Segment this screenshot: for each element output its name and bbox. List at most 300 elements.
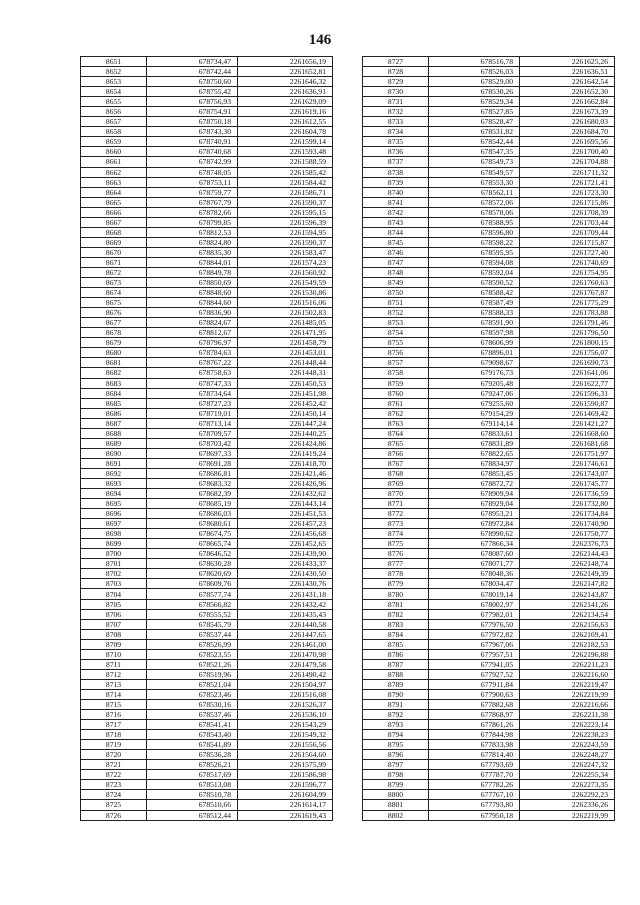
table-row <box>81 438 333 448</box>
table-row <box>81 87 333 97</box>
table-row <box>363 107 615 117</box>
point-number-cell: 8660 <box>81 147 147 157</box>
table-row <box>81 338 333 348</box>
point-number-cell: 8783 <box>363 619 429 629</box>
x-coordinate-cell: 677866,34 <box>429 539 520 549</box>
table-row <box>81 187 333 197</box>
y-coordinate-cell: 2261451,53 <box>238 509 333 519</box>
y-coordinate-cell: 2261426,96 <box>238 478 333 488</box>
x-coordinate-cell: 677967,06 <box>429 639 520 649</box>
table-row <box>81 629 333 639</box>
x-coordinate-cell: 678521,04 <box>147 679 238 689</box>
y-coordinate-cell: 2261479,58 <box>238 659 333 669</box>
point-number-cell: 8798 <box>363 770 429 780</box>
x-coordinate-cell: 678527,85 <box>429 107 520 117</box>
point-number-cell: 8696 <box>81 509 147 519</box>
table-row <box>363 288 615 298</box>
y-coordinate-cell: 2261700,40 <box>520 147 615 157</box>
y-coordinate-cell: 2261636,91 <box>238 87 333 97</box>
x-coordinate-cell: 678750,60 <box>147 77 238 87</box>
x-coordinate-cell: 678034,47 <box>429 579 520 589</box>
table-row <box>81 358 333 368</box>
x-coordinate-cell: 678087,60 <box>429 549 520 559</box>
y-coordinate-cell: 2261516,06 <box>238 298 333 308</box>
x-coordinate-cell: 678531,82 <box>429 127 520 137</box>
y-coordinate-cell: 2262134,54 <box>520 609 615 619</box>
y-coordinate-cell: 2261723,30 <box>520 187 615 197</box>
point-number-cell: 8769 <box>363 478 429 488</box>
x-coordinate-cell: 678609,76 <box>147 579 238 589</box>
point-number-cell: 8771 <box>363 499 429 509</box>
y-coordinate-cell: 2261450,14 <box>238 408 333 418</box>
table-row <box>81 408 333 418</box>
point-number-cell: 8741 <box>363 197 429 207</box>
point-number-cell: 8698 <box>81 529 147 539</box>
table-row <box>81 700 333 710</box>
x-coordinate-cell: 677861,26 <box>429 720 520 730</box>
x-coordinate-cell: 678796,97 <box>147 338 238 348</box>
point-number-cell: 8729 <box>363 77 429 87</box>
y-coordinate-cell: 2261448,31 <box>238 368 333 378</box>
y-coordinate-cell: 2261590,37 <box>238 237 333 247</box>
x-coordinate-cell: 678853,45 <box>429 468 520 478</box>
table-row <box>363 639 615 649</box>
table-row <box>81 559 333 569</box>
y-coordinate-cell: 2261596,77 <box>238 780 333 790</box>
table-row <box>363 599 615 609</box>
y-coordinate-cell: 2261452,65 <box>238 539 333 549</box>
point-number-cell: 8746 <box>363 247 429 257</box>
y-coordinate-cell: 2261574,23 <box>238 257 333 267</box>
x-coordinate-cell: 678767,79 <box>147 197 238 207</box>
y-coordinate-cell: 2261750,77 <box>520 529 615 539</box>
point-number-cell: 8750 <box>363 288 429 298</box>
point-number-cell: 8655 <box>81 97 147 107</box>
point-number-cell: 8743 <box>363 217 429 227</box>
x-coordinate-cell: 678850,69 <box>147 278 238 288</box>
y-coordinate-cell: 2261732,80 <box>520 499 615 509</box>
y-coordinate-cell: 2261767,87 <box>520 288 615 298</box>
table-row <box>363 539 615 549</box>
table-row <box>363 489 615 499</box>
table-row <box>363 368 615 378</box>
x-coordinate-cell: 678697,33 <box>147 448 238 458</box>
x-coordinate-cell: 679205,48 <box>429 378 520 388</box>
point-number-cell: 8792 <box>363 710 429 720</box>
x-coordinate-cell: 678836,90 <box>147 308 238 318</box>
x-coordinate-cell: 678526,21 <box>147 760 238 770</box>
table-row <box>81 468 333 478</box>
y-coordinate-cell: 2261431,18 <box>238 589 333 599</box>
point-number-cell: 8732 <box>363 107 429 117</box>
point-number-cell: 8737 <box>363 157 429 167</box>
table-row <box>81 448 333 458</box>
table-row <box>81 368 333 378</box>
x-coordinate-cell: 678071,77 <box>429 559 520 569</box>
point-number-cell: 8767 <box>363 458 429 468</box>
table-row <box>81 398 333 408</box>
table-row <box>81 599 333 609</box>
y-coordinate-cell: 2261614,17 <box>238 800 333 810</box>
table-row <box>81 619 333 629</box>
x-coordinate-cell: 678547,35 <box>429 147 520 157</box>
point-number-cell: 8720 <box>81 750 147 760</box>
table-row <box>363 790 615 800</box>
y-coordinate-cell: 2261549,32 <box>238 730 333 740</box>
y-coordinate-cell: 2262219,47 <box>520 679 615 689</box>
point-number-cell: 8756 <box>363 348 429 358</box>
point-number-cell: 8763 <box>363 418 429 428</box>
table-row <box>81 529 333 539</box>
y-coordinate-cell: 2262219,99 <box>520 689 615 699</box>
x-coordinate-cell: 678588,95 <box>429 217 520 227</box>
page-number: 146 <box>308 32 332 48</box>
point-number-cell: 8712 <box>81 669 147 679</box>
point-number-cell: 8656 <box>81 107 147 117</box>
point-number-cell: 8784 <box>363 629 429 639</box>
table-row <box>81 519 333 529</box>
table-row <box>81 569 333 579</box>
table-row <box>81 137 333 147</box>
y-coordinate-cell: 2262211,38 <box>520 710 615 720</box>
table-row <box>363 810 615 820</box>
table-row <box>81 800 333 810</box>
y-coordinate-cell: 2262216,66 <box>520 700 615 710</box>
y-coordinate-cell: 2261588,59 <box>238 157 333 167</box>
y-coordinate-cell: 2262255,34 <box>520 770 615 780</box>
x-coordinate-cell: 678824,80 <box>147 237 238 247</box>
y-coordinate-cell: 2261673,39 <box>520 107 615 117</box>
x-coordinate-cell: 677976,50 <box>429 619 520 629</box>
y-coordinate-cell: 2261430,76 <box>238 579 333 589</box>
point-number-cell: 8668 <box>81 227 147 237</box>
table-row <box>363 428 615 438</box>
y-coordinate-cell: 2262148,74 <box>520 559 615 569</box>
table-row <box>363 398 615 408</box>
table-row <box>81 157 333 167</box>
table-row <box>81 609 333 619</box>
x-coordinate-cell: 678822,65 <box>429 448 520 458</box>
x-coordinate-cell: 677941,05 <box>429 659 520 669</box>
y-coordinate-cell: 2261575,99 <box>238 760 333 770</box>
x-coordinate-cell: 677787,70 <box>429 770 520 780</box>
table-row <box>81 207 333 217</box>
point-number-cell: 8721 <box>81 760 147 770</box>
x-coordinate-cell: 678526,99 <box>147 639 238 649</box>
point-number-cell: 8697 <box>81 519 147 529</box>
point-number-cell: 8755 <box>363 338 429 348</box>
table-row <box>81 539 333 549</box>
y-coordinate-cell: 2262156,63 <box>520 619 615 629</box>
y-coordinate-cell: 2261471,95 <box>238 328 333 338</box>
table-row <box>363 267 615 277</box>
point-number-cell: 8701 <box>81 559 147 569</box>
y-coordinate-cell: 2261619,43 <box>238 810 333 820</box>
table-row <box>81 549 333 559</box>
y-coordinate-cell: 2262169,41 <box>520 629 615 639</box>
x-coordinate-cell: 678528,47 <box>429 117 520 127</box>
x-coordinate-cell: 677982,01 <box>429 609 520 619</box>
y-coordinate-cell: 2261715,86 <box>520 197 615 207</box>
y-coordinate-cell: 2262216,60 <box>520 669 615 679</box>
y-coordinate-cell: 2262223,14 <box>520 720 615 730</box>
x-coordinate-cell: 678750,18 <box>147 117 238 127</box>
table-row <box>81 278 333 288</box>
x-coordinate-cell: 678665,74 <box>147 539 238 549</box>
y-coordinate-cell: 2262182,53 <box>520 639 615 649</box>
point-number-cell: 8791 <box>363 700 429 710</box>
y-coordinate-cell: 2261447,65 <box>238 629 333 639</box>
x-coordinate-cell: 679114,14 <box>429 418 520 428</box>
x-coordinate-cell: 679154,29 <box>429 408 520 418</box>
x-coordinate-cell: 678896,01 <box>429 348 520 358</box>
y-coordinate-cell: 2261435,43 <box>238 609 333 619</box>
x-coordinate-cell: 678537,46 <box>147 710 238 720</box>
y-coordinate-cell: 2261453,01 <box>238 348 333 358</box>
y-coordinate-cell: 2262273,35 <box>520 780 615 790</box>
point-number-cell: 8754 <box>363 328 429 338</box>
table-row <box>363 499 615 509</box>
point-number-cell: 8774 <box>363 529 429 539</box>
y-coordinate-cell: 2262248,27 <box>520 750 615 760</box>
y-coordinate-cell: 2261746,61 <box>520 458 615 468</box>
x-coordinate-cell: 678742,99 <box>147 157 238 167</box>
table-row <box>363 157 615 167</box>
y-coordinate-cell: 2261433,37 <box>238 559 333 569</box>
table-row <box>81 67 333 77</box>
table-row <box>363 318 615 328</box>
y-coordinate-cell: 2261740,69 <box>520 257 615 267</box>
y-coordinate-cell: 2262219,99 <box>520 810 615 820</box>
point-number-cell: 8727 <box>363 57 429 67</box>
y-coordinate-cell: 2261586,71 <box>238 187 333 197</box>
point-number-cell: 8706 <box>81 609 147 619</box>
y-coordinate-cell: 2261502,83 <box>238 308 333 318</box>
point-number-cell: 8693 <box>81 478 147 488</box>
table-row <box>363 689 615 699</box>
y-coordinate-cell: 2261800,15 <box>520 338 615 348</box>
x-coordinate-cell: 678713,14 <box>147 418 238 428</box>
x-coordinate-cell: 678529,00 <box>429 77 520 87</box>
y-coordinate-cell: 2261516,08 <box>238 689 333 699</box>
y-coordinate-cell: 2261421,46 <box>238 468 333 478</box>
x-coordinate-cell: 678756,93 <box>147 97 238 107</box>
y-coordinate-cell: 2261457,23 <box>238 519 333 529</box>
table-body <box>363 57 615 821</box>
y-coordinate-cell: 2261543,29 <box>238 720 333 730</box>
y-coordinate-cell: 2261447,24 <box>238 418 333 428</box>
y-coordinate-cell: 2261622,77 <box>520 378 615 388</box>
table-row <box>81 378 333 388</box>
x-coordinate-cell: 677833,98 <box>429 740 520 750</box>
y-coordinate-cell: 2261775,29 <box>520 298 615 308</box>
y-coordinate-cell: 2262147,82 <box>520 579 615 589</box>
point-number-cell: 8730 <box>363 87 429 97</box>
x-coordinate-cell: 678523,55 <box>147 649 238 659</box>
x-coordinate-cell: 678740,91 <box>147 137 238 147</box>
table-row <box>363 237 615 247</box>
point-number-cell: 8686 <box>81 408 147 418</box>
y-coordinate-cell: 2261703,44 <box>520 217 615 227</box>
table-row <box>81 298 333 308</box>
x-coordinate-cell: 678510,66 <box>147 800 238 810</box>
table-row <box>363 418 615 428</box>
x-coordinate-cell: 678596,80 <box>429 227 520 237</box>
table-row <box>363 408 615 418</box>
y-coordinate-cell: 2261736,59 <box>520 489 615 499</box>
point-number-cell: 8704 <box>81 589 147 599</box>
point-number-cell: 8716 <box>81 710 147 720</box>
y-coordinate-cell: 2261711,32 <box>520 167 615 177</box>
point-number-cell: 8653 <box>81 77 147 87</box>
y-coordinate-cell: 2261585,42 <box>238 167 333 177</box>
y-coordinate-cell: 2261646,32 <box>238 77 333 87</box>
table-row <box>363 800 615 810</box>
y-coordinate-cell: 2261584,42 <box>238 177 333 187</box>
point-number-cell: 8679 <box>81 338 147 348</box>
y-coordinate-cell: 2261450,53 <box>238 378 333 388</box>
table-row <box>81 147 333 157</box>
point-number-cell: 8796 <box>363 750 429 760</box>
point-number-cell: 8800 <box>363 790 429 800</box>
point-number-cell: 8780 <box>363 589 429 599</box>
x-coordinate-cell: 678590,52 <box>429 278 520 288</box>
point-number-cell: 8699 <box>81 539 147 549</box>
table-row <box>363 278 615 288</box>
point-number-cell: 8757 <box>363 358 429 368</box>
y-coordinate-cell: 2261430,50 <box>238 569 333 579</box>
y-coordinate-cell: 2262196,88 <box>520 649 615 659</box>
x-coordinate-cell: 678510,78 <box>147 790 238 800</box>
x-coordinate-cell: 678683,32 <box>147 478 238 488</box>
table-row <box>81 790 333 800</box>
point-number-cell: 8724 <box>81 790 147 800</box>
table-row <box>363 619 615 629</box>
table-row <box>363 509 615 519</box>
x-coordinate-cell: 678682,39 <box>147 489 238 499</box>
table-row <box>363 559 615 569</box>
point-number-cell: 8778 <box>363 569 429 579</box>
x-coordinate-cell: 678594,08 <box>429 257 520 267</box>
point-number-cell: 8702 <box>81 569 147 579</box>
table-row <box>363 669 615 679</box>
point-number-cell: 8681 <box>81 358 147 368</box>
point-number-cell: 8738 <box>363 167 429 177</box>
point-number-cell: 8657 <box>81 117 147 127</box>
y-coordinate-cell: 2261734,84 <box>520 509 615 519</box>
y-coordinate-cell: 2262376,73 <box>520 539 615 549</box>
table-row <box>81 328 333 338</box>
table-row <box>81 770 333 780</box>
x-coordinate-cell: 678646,52 <box>147 549 238 559</box>
x-coordinate-cell: 678530,16 <box>147 700 238 710</box>
y-coordinate-cell: 2261583,47 <box>238 247 333 257</box>
point-number-cell: 8768 <box>363 468 429 478</box>
x-coordinate-cell: 678526,03 <box>429 67 520 77</box>
coordinates-table-left <box>80 56 333 821</box>
x-coordinate-cell: 678048,36 <box>429 569 520 579</box>
y-coordinate-cell: 2261625,26 <box>520 57 615 67</box>
y-coordinate-cell: 2261604,99 <box>238 790 333 800</box>
point-number-cell: 8794 <box>363 730 429 740</box>
y-coordinate-cell: 2261760,63 <box>520 278 615 288</box>
x-coordinate-cell: 678759,77 <box>147 187 238 197</box>
x-coordinate-cell: 678541,41 <box>147 720 238 730</box>
x-coordinate-cell: 677793,80 <box>429 800 520 810</box>
x-coordinate-cell: 679255,60 <box>429 398 520 408</box>
table-row <box>81 478 333 488</box>
point-number-cell: 8735 <box>363 137 429 147</box>
x-coordinate-cell: 678748,05 <box>147 167 238 177</box>
y-coordinate-cell: 2262149,39 <box>520 569 615 579</box>
point-number-cell: 8744 <box>363 227 429 237</box>
point-number-cell: 8670 <box>81 247 147 257</box>
point-number-cell: 8707 <box>81 619 147 629</box>
point-number-cell: 8718 <box>81 730 147 740</box>
x-coordinate-cell: 678719,01 <box>147 408 238 418</box>
table-row <box>363 147 615 157</box>
table-row <box>81 237 333 247</box>
point-number-cell: 8725 <box>81 800 147 810</box>
table-row <box>363 67 615 77</box>
x-coordinate-cell: 678566,82 <box>147 599 238 609</box>
point-number-cell: 8683 <box>81 378 147 388</box>
y-coordinate-cell: 2261704,88 <box>520 157 615 167</box>
y-coordinate-cell: 2261440,58 <box>238 619 333 629</box>
point-number-cell: 8752 <box>363 308 429 318</box>
y-coordinate-cell: 2261485,05 <box>238 318 333 328</box>
point-number-cell: 8790 <box>363 689 429 699</box>
point-number-cell: 8759 <box>363 378 429 388</box>
table-row <box>81 267 333 277</box>
x-coordinate-cell: 678831,89 <box>429 438 520 448</box>
y-coordinate-cell: 2261564,60 <box>238 750 333 760</box>
table-row <box>363 589 615 599</box>
point-number-cell: 8760 <box>363 388 429 398</box>
table-row <box>363 97 615 107</box>
point-number-cell: 8781 <box>363 599 429 609</box>
point-number-cell: 8789 <box>363 679 429 689</box>
x-coordinate-cell: 678598,22 <box>429 237 520 247</box>
point-number-cell: 8669 <box>81 237 147 247</box>
point-number-cell: 8685 <box>81 398 147 408</box>
x-coordinate-cell: 677957,51 <box>429 649 520 659</box>
x-coordinate-cell: 678686,03 <box>147 509 238 519</box>
point-number-cell: 8651 <box>81 57 147 67</box>
x-coordinate-cell: 678824,67 <box>147 318 238 328</box>
y-coordinate-cell: 2261604,78 <box>238 127 333 137</box>
x-coordinate-cell: 677868,97 <box>429 710 520 720</box>
table-row <box>81 127 333 137</box>
x-coordinate-cell: 678835,30 <box>147 247 238 257</box>
point-number-cell: 8761 <box>363 398 429 408</box>
y-coordinate-cell: 2261681,68 <box>520 438 615 448</box>
table-row <box>363 529 615 539</box>
y-coordinate-cell: 2261642,54 <box>520 77 615 87</box>
point-number-cell: 8700 <box>81 549 147 559</box>
x-coordinate-cell: 678753,11 <box>147 177 238 187</box>
x-coordinate-cell: 678703,42 <box>147 438 238 448</box>
point-number-cell: 8793 <box>363 720 429 730</box>
point-number-cell: 8677 <box>81 318 147 328</box>
y-coordinate-cell: 2261490,42 <box>238 669 333 679</box>
point-number-cell: 8775 <box>363 539 429 549</box>
table-row <box>81 750 333 760</box>
x-coordinate-cell: 678734,47 <box>147 57 238 67</box>
table-row <box>81 458 333 468</box>
table-row <box>363 478 615 488</box>
y-coordinate-cell: 2261690,73 <box>520 358 615 368</box>
